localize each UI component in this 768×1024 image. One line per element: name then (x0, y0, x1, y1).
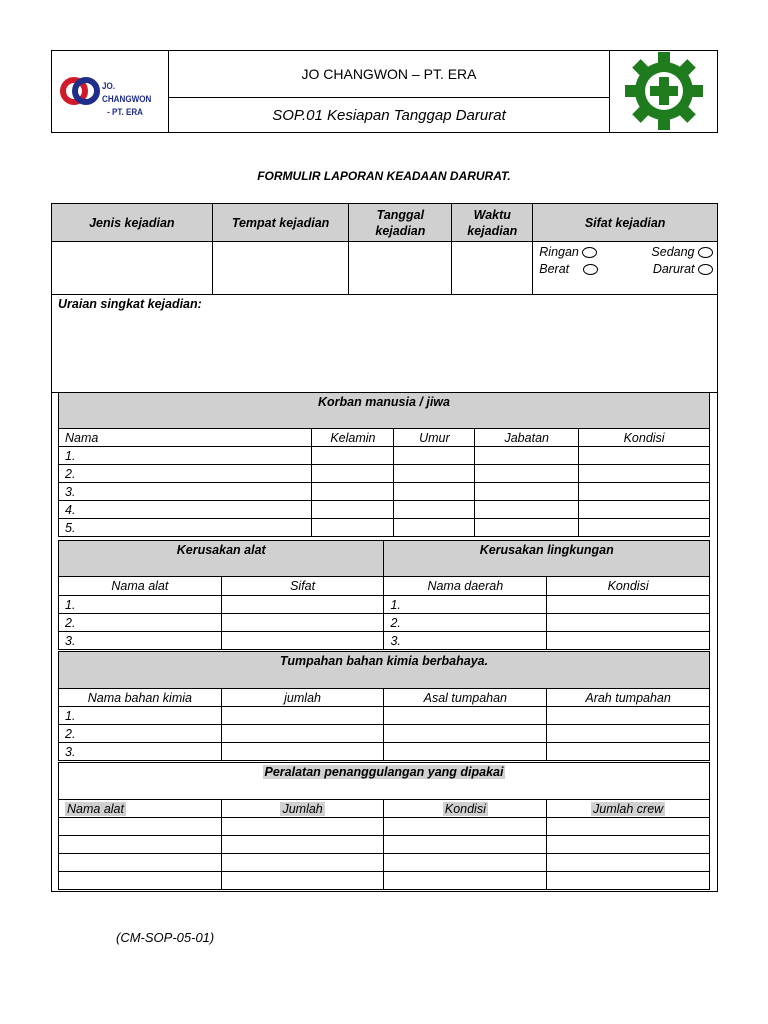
table-row (59, 836, 710, 854)
cell[interactable] (384, 818, 547, 836)
damage-table (58, 540, 710, 650)
row-number: 1. (384, 596, 547, 614)
incident-table (51, 203, 718, 393)
emblem-cell (609, 51, 717, 132)
cell[interactable] (547, 872, 710, 890)
cell[interactable] (579, 501, 710, 519)
row-number: 4. (59, 501, 312, 519)
col-nama-daerah: Nama daerah (384, 577, 547, 596)
cell[interactable] (547, 614, 710, 632)
waktu-field[interactable] (452, 242, 533, 295)
row-number: 1. (59, 707, 222, 725)
cell[interactable] (312, 465, 394, 483)
response-equipment-table (58, 762, 710, 890)
cell[interactable] (221, 872, 384, 890)
col-sifat: Sifat (221, 577, 384, 596)
table-row (59, 743, 710, 761)
table-row (59, 483, 710, 501)
sifat-options (533, 242, 718, 295)
equipment-damage-title: Kerusakan alat (59, 541, 384, 577)
col-arah: Arah tumpahan (547, 689, 710, 707)
tanggal-field[interactable] (349, 242, 452, 295)
option-ringan[interactable]: Ringan (539, 244, 597, 261)
document-subtitle: SOP.01 Kesiapan Tanggap Darurat (272, 106, 506, 124)
cell[interactable] (221, 818, 384, 836)
col-nama: Nama (59, 429, 312, 447)
cell[interactable] (394, 483, 475, 501)
col-umur: Umur (394, 429, 475, 447)
row-number: 3. (59, 483, 312, 501)
table-row (59, 519, 710, 537)
cell[interactable] (475, 447, 579, 465)
cell[interactable] (221, 614, 384, 632)
chemical-spill-table (58, 651, 710, 761)
radio-berat[interactable] (583, 264, 598, 275)
option-sedang[interactable]: Sedang (651, 244, 713, 261)
col-jumlah: jumlah (221, 689, 384, 707)
table-row (59, 447, 710, 465)
cell[interactable] (579, 519, 710, 537)
environment-damage-title: Kerusakan lingkungan (384, 541, 710, 577)
cell[interactable] (312, 447, 394, 465)
row-number: 1. (59, 596, 222, 614)
cell[interactable] (547, 632, 710, 650)
document-title: JO CHANGWON – PT. ERA (169, 51, 609, 98)
table-row (59, 632, 710, 650)
row-number: 2. (59, 725, 222, 743)
cell[interactable] (221, 743, 384, 761)
table-row (59, 872, 710, 890)
row-number: 1. (59, 447, 312, 465)
row-number: 5. (59, 519, 312, 537)
col-nama-alat-pakai: Nama alat (59, 800, 222, 818)
cell[interactable] (394, 501, 475, 519)
col-nama-alat: Nama alat (59, 577, 222, 596)
cell[interactable] (579, 465, 710, 483)
cell[interactable] (221, 725, 384, 743)
cell[interactable] (59, 854, 222, 872)
gear-cross-icon (610, 51, 718, 132)
jenis-field[interactable] (52, 242, 213, 295)
cell[interactable] (579, 447, 710, 465)
cell[interactable] (547, 818, 710, 836)
cell[interactable] (384, 725, 547, 743)
row-number: 2. (59, 614, 222, 632)
col-kondisi-pakai: Kondisi (384, 800, 547, 818)
cell[interactable] (221, 836, 384, 854)
cell[interactable] (384, 872, 547, 890)
victims-title: Korban manusia / jiwa (59, 393, 710, 429)
cell[interactable] (475, 501, 579, 519)
header-waktu: Waktu kejadian (452, 204, 533, 242)
header-sifat: Sifat kejadian (533, 204, 718, 242)
table-row (59, 596, 710, 614)
cell[interactable] (547, 725, 710, 743)
description-label: Uraian singkat kejadian: (58, 297, 202, 311)
cell[interactable] (221, 596, 384, 614)
cell[interactable] (59, 818, 222, 836)
cell[interactable] (475, 483, 579, 501)
col-kelamin: Kelamin (312, 429, 394, 447)
cell[interactable] (547, 743, 710, 761)
row-number: 3. (59, 743, 222, 761)
footer-code: (CM-SOP-05-01) (116, 930, 215, 945)
cell[interactable] (547, 707, 710, 725)
cell[interactable] (221, 854, 384, 872)
radio-sedang[interactable] (698, 247, 713, 258)
table-row (59, 465, 710, 483)
cell[interactable] (59, 836, 222, 854)
option-darurat[interactable]: Darurat (653, 261, 713, 278)
chemical-spill-title: Tumpahan bahan kimia berbahaya. (59, 652, 710, 689)
cell[interactable] (547, 854, 710, 872)
cell[interactable] (384, 836, 547, 854)
cell[interactable] (475, 519, 579, 537)
cell[interactable] (394, 465, 475, 483)
cell[interactable] (384, 707, 547, 725)
tempat-field[interactable] (212, 242, 349, 295)
radio-darurat[interactable] (698, 264, 713, 275)
col-kondisi: Kondisi (579, 429, 710, 447)
table-row (59, 725, 710, 743)
cell[interactable] (384, 854, 547, 872)
radio-ringan[interactable] (582, 247, 597, 258)
cell[interactable] (59, 872, 222, 890)
cell[interactable] (579, 483, 710, 501)
cell[interactable] (547, 836, 710, 854)
description-field[interactable] (52, 295, 718, 393)
victims-table (58, 392, 710, 537)
company-logo (52, 51, 169, 132)
cell[interactable] (312, 483, 394, 501)
col-kondisi-lingkungan: Kondisi (547, 577, 710, 596)
col-jabatan: Jabatan (475, 429, 579, 447)
row-number: 2. (59, 465, 312, 483)
document-header (51, 50, 718, 133)
response-equipment-title-cell (59, 763, 710, 800)
cell[interactable] (312, 501, 394, 519)
option-berat[interactable]: Berat (539, 261, 598, 278)
cell[interactable] (221, 707, 384, 725)
table-row (59, 501, 710, 519)
header-tanggal: Tanggal kejadian (349, 204, 452, 242)
cell[interactable] (221, 632, 384, 650)
form-title: FORMULIR LAPORAN KEADAAN DARURAT. (257, 169, 511, 183)
cell[interactable] (547, 596, 710, 614)
col-jumlah-pakai: Jumlah (221, 800, 384, 818)
table-row (59, 614, 710, 632)
row-number: 2. (384, 614, 547, 632)
cell[interactable] (475, 465, 579, 483)
cell[interactable] (384, 743, 547, 761)
table-row (59, 818, 710, 836)
table-row (59, 854, 710, 872)
table-row (59, 707, 710, 725)
header-jenis: Jenis kejadian (52, 204, 213, 242)
col-nama-bahan: Nama bahan kimia (59, 689, 222, 707)
header-tempat: Tempat kejadian (212, 204, 349, 242)
cell[interactable] (312, 519, 394, 537)
row-number: 3. (59, 632, 222, 650)
logo-text: JO. CHANGWON - PT. ERA (102, 81, 152, 118)
row-number: 3. (384, 632, 547, 650)
cell[interactable] (394, 447, 475, 465)
col-asal: Asal tumpahan (384, 689, 547, 707)
cell[interactable] (394, 519, 475, 537)
response-equipment-title: Peralatan penanggulangan yang dipakai (264, 765, 504, 779)
col-jumlah-crew: Jumlah crew (547, 800, 710, 818)
